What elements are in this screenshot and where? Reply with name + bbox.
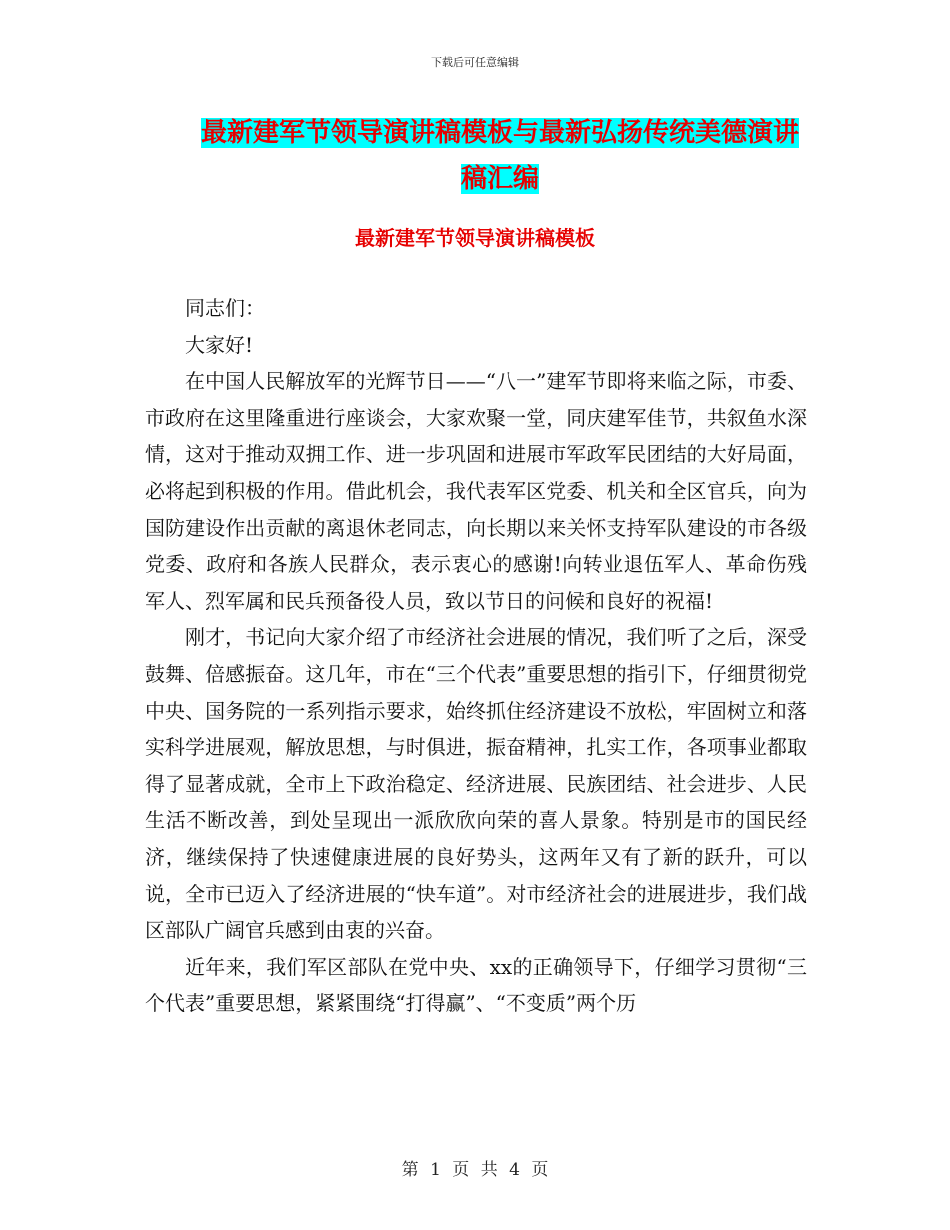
page-footer: 第 1 页 共 4 页 bbox=[401, 1160, 549, 1180]
document-title bbox=[190, 110, 810, 202]
paragraph-salutation: 同志们： bbox=[185, 296, 265, 320]
header-note: 下载后可任意编辑 bbox=[431, 56, 519, 69]
paragraph: 近年来，我们军区部队在党中央、xx的正确领导下，仔细学习贯彻“三个代表”重要思想，紧紧围绕“打得赢”、“不变质”两个历 bbox=[145, 954, 807, 1016]
document-body bbox=[145, 290, 807, 1022]
paragraph: 在中国人民解放军的光辉节日——“八一”建军节即将来临之际，市委、市政府在这里隆重进行座谈会，大家欢聚一堂，同庆建军佳节，共叙鱼水深情，这对于推动双拥工作、进一步巩固和进展市军政军民团结的大好局面，必将起到积极的作用。借此机会，我代表军区党委、机关和全区官兵，向为国防建设作出贡献的离退休老同志，向长期以来关怀支持军队建设的市各级党委、政府和各族人民群众，表示衷心的感谢!向转业退伍军人、革命伤残军人、烈军属和民兵预备役人员，致以节日的问候和良好的祝福! bbox=[145, 369, 807, 613]
document-title-text: 最新建军节领导演讲稿模板与最新弘扬传统美德演讲稿汇编 bbox=[200, 118, 799, 194]
paragraph-greeting: 大家好! bbox=[185, 332, 254, 357]
section-title: 最新建军节领导演讲稿模板 bbox=[355, 226, 595, 250]
paragraph: 刚才，书记向大家介绍了市经济社会进展的情况，我们听了之后，深受鼓舞、倍感振奋。这几年，市在“三个代表”重要思想的指引下，仔细贯彻党中央、国务院的一系列指示要求，始终抓住经济建设不放松，牢固树立和落实科学进展观，解放思想，与时俱进，振奋精神，扎实工作，各项事业都取得了显著成就，全市上下政治稳定、经济进展、民族团结、社会进步、人民生活不断改善，到处呈现出一派欣欣向荣的喜人景象。特别是市的国民经济，继续保持了快速健康进展的良好势头，这两年又有了新的跃升，可以说，全市已迈入了经济进展的“快车道”。对市经济社会的进展进步，我们战区部队广阔官兵感到由衷的兴奋。 bbox=[145, 625, 807, 943]
